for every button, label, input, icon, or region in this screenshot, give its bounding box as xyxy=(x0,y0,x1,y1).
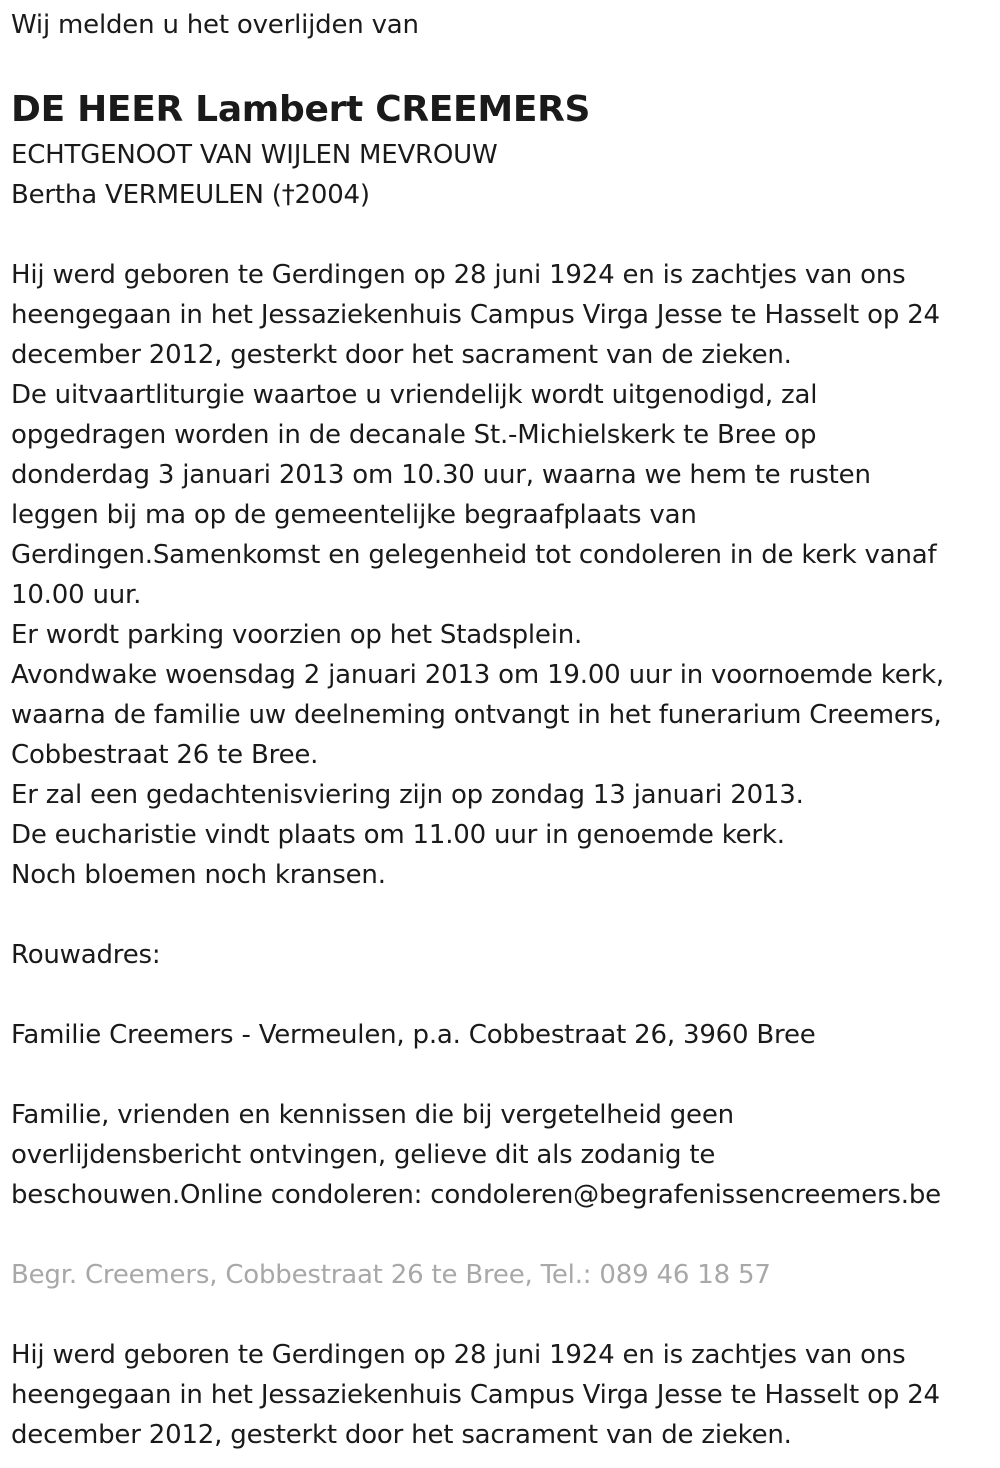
spacer xyxy=(11,1215,991,1255)
notice-paragraph xyxy=(11,1095,991,1215)
body-line: waarna de familie uw deelneming ontvangt in het funerarium Creemers, xyxy=(11,700,942,730)
body-line: Hij werd geboren te Gerdingen op 28 juni 1924 en is zachtjes van ons xyxy=(11,260,906,290)
spacer xyxy=(11,1295,991,1335)
address-label: Rouwadres: xyxy=(11,940,161,970)
body-line: leggen bij ma op de gemeentelijke begraafplaats van xyxy=(11,500,697,530)
notice-line: Familie, vrienden en kennissen die bij vergetelheid geen xyxy=(11,1100,734,1130)
notice-line: overlijdensbericht ontvingen, gelieve dit als zodanig te xyxy=(11,1140,716,1170)
spacer xyxy=(11,975,991,1015)
mourning-address: Familie Creemers - Vermeulen, p.a. Cobbestraat 26, 3960 Bree xyxy=(11,1020,816,1050)
body-line: Gerdingen.Samenkomst en gelegenheid tot condoleren in de kerk vanaf xyxy=(11,540,937,570)
body-line: Cobbestraat 26 te Bree. xyxy=(11,740,319,770)
body-line: heengegaan in het Jessaziekenhuis Campus Virga Jesse te Hasselt op 24 xyxy=(11,300,940,330)
body-line: donderdag 3 januari 2013 om 10.30 uur, waarna we hem te rusten xyxy=(11,460,871,490)
body-line: december 2012, gesterkt door het sacrament van de zieken. xyxy=(11,340,792,370)
deceased-name: DE HEER Lambert CREEMERS xyxy=(11,89,591,130)
funeral-home-info: Begr. Creemers, Cobbestraat 26 te Bree, Tel.: 089 46 18 57 xyxy=(11,1260,771,1290)
body-line: Noch bloemen noch kransen. xyxy=(11,860,386,890)
spacer xyxy=(11,895,991,935)
body-line: Avondwake woensdag 2 januari 2013 om 19.00 uur in voornoemde kerk, xyxy=(11,660,944,690)
notice-line: beschouwen.Online condoleren: condoleren@begrafenissencreemers.be xyxy=(11,1180,941,1210)
repeat-line: heengegaan in het Jessaziekenhuis Campus Virga Jesse te Hasselt op 24 xyxy=(11,1380,940,1410)
body-line: opgedragen worden in de decanale St.-Michielskerk te Bree op xyxy=(11,420,817,450)
body-line: Er zal een gedachtenisviering zijn op zondag 13 januari 2013. xyxy=(11,780,804,810)
body-line: De eucharistie vindt plaats om 11.00 uur in genoemde kerk. xyxy=(11,820,785,850)
obituary-document xyxy=(11,0,991,1455)
spouse-text: Bertha VERMEULEN (†2004) xyxy=(11,180,370,210)
spacer xyxy=(11,1055,991,1095)
body-line: De uitvaartliturgie waartoe u vriendelijk wordt uitgenodigd, zal xyxy=(11,380,818,410)
intro-text: Wij melden u het overlijden van xyxy=(11,10,419,40)
spacer xyxy=(11,215,991,255)
relation-text: ECHTGENOOT VAN WIJLEN MEVROUW xyxy=(11,140,498,170)
repeat-line: Hij werd geboren te Gerdingen op 28 juni 1924 en is zachtjes van ons xyxy=(11,1340,906,1370)
body-line: Er wordt parking voorzien op het Stadsplein. xyxy=(11,620,583,650)
announcement-body xyxy=(11,255,991,895)
repeat-line: december 2012, gesterkt door het sacrament van de zieken. xyxy=(11,1420,792,1450)
repeated-paragraph xyxy=(11,1335,991,1455)
body-line: 10.00 uur. xyxy=(11,580,142,610)
